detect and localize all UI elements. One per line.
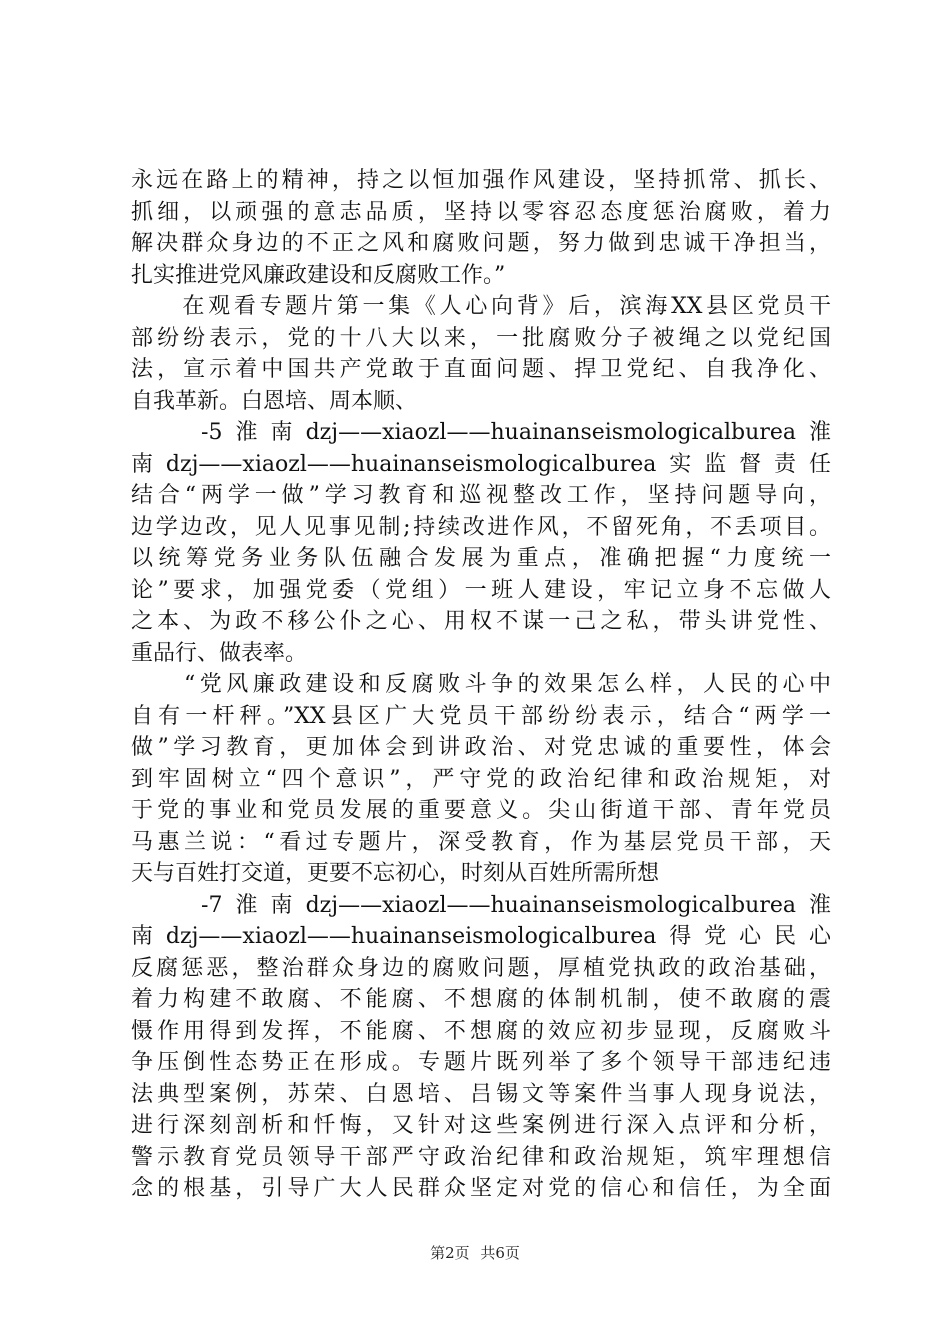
text-line: 争压倒性态势正在形成。专题片既列举了多个领导干部违纪违 (131, 1050, 831, 1075)
text-line: 做”学习教育，更加体会到讲政治、对党忠诚的重要性，体会 (131, 735, 831, 760)
page-footer (0, 1242, 950, 1263)
text-line: 进行深刻剖析和忏悔，又针对这些案例进行深入点评和分析， (131, 1113, 831, 1138)
text-line: 结合“两学一做”学习教育和巡视整改工作，坚持问题导向， (131, 483, 831, 508)
text-line: 念的根基，引导广大人民群众坚定对党的信心和信任，为全面 (131, 1176, 831, 1201)
text-line: 在观看专题片第一集《人心向背》后，滨海XX县区党员干 (131, 294, 831, 319)
text-line: 解决群众身边的不正之风和腐败问题，努力做到忠诚干净担当， (131, 231, 831, 256)
text-line: -5淮南dzj——xiaozl——huainanseismologicalburea淮 (131, 420, 831, 445)
text-line: 于党的事业和党员发展的重要意义。尖山街道干部、青年党员 (131, 798, 831, 823)
text-line: 天与百姓打交道，更要不忘初心，时刻从百姓所需所想 (131, 861, 660, 886)
text-line: 南dzj——xiaozl——huainanseismologicalburea得党心民心 (131, 924, 831, 949)
text-line: 自有一杆秤。”XX县区广大党员干部纷纷表示，结合“两学一 (131, 703, 831, 729)
text-line: 慑作用得到发挥，不能腐、不想腐的效应初步显现，反腐败斗 (131, 1018, 831, 1044)
text-line: 以统筹党务业务队伍融合发展为重点，准确把握“力度统一 (131, 546, 831, 571)
text-line: 永远在路上的精神，持之以恒加强作风建设，坚持抓常、抓长、 (131, 168, 831, 193)
text-line: 到牢固树立“四个意识”，严守党的政治纪律和政治规矩，对 (131, 766, 831, 792)
text-line: 警示教育党员领导干部严守政治纪律和政治规矩，筑牢理想信 (131, 1144, 831, 1170)
text-line: 自我革新。白恩培、周本顺、 (131, 388, 418, 414)
page-number: 第2页 (430, 1244, 470, 1262)
text-line: 论”要求，加强党委（党组）一班人建设，牢记立身不忘做人 (131, 577, 831, 603)
text-line: 南dzj——xiaozl——huainanseismologicalburea实监督责任 (131, 451, 831, 477)
text-line: 边学边改，见人见事见制;持续改进作风，不留死角，不丢项目。 (131, 514, 831, 540)
text-line: 马惠兰说：“看过专题片，深受教育，作为基层党员干部，天 (131, 829, 831, 855)
text-line: 抓细，以顽强的意志品质，坚持以零容忍态度惩治腐败，着力 (131, 199, 831, 225)
text-line: 部纷纷表示，党的十八大以来，一批腐败分子被绳之以党纪国 (131, 325, 831, 351)
page-total: 共6页 (480, 1244, 520, 1262)
text-line: 重品行、做表率。 (131, 640, 308, 666)
text-line: 扎实推进党风廉政建设和反腐败工作。” (131, 262, 506, 288)
text-line: 法，宣示着中国共产党敢于直面问题、捍卫党纪、自我净化、 (131, 357, 831, 382)
text-line: -7淮南dzj——xiaozl——huainanseismologicalburea淮 (131, 892, 831, 918)
text-line: 着力构建不敢腐、不能腐、不想腐的体制机制，使不敢腐的震 (131, 987, 831, 1012)
text-line: “党风廉政建设和反腐败斗争的效果怎么样，人民的心中 (131, 672, 831, 697)
text-line: 之本、为政不移公仆之心、用权不谋一己之私，带头讲党性、 (131, 609, 831, 634)
body-text (131, 165, 831, 1205)
text-line: 反腐惩恶，整治群众身边的腐败问题，厚植党执政的政治基础， (131, 955, 831, 981)
text-line: 法典型案例，苏荣、白恩培、吕锡文等案件当事人现身说法， (131, 1081, 831, 1107)
